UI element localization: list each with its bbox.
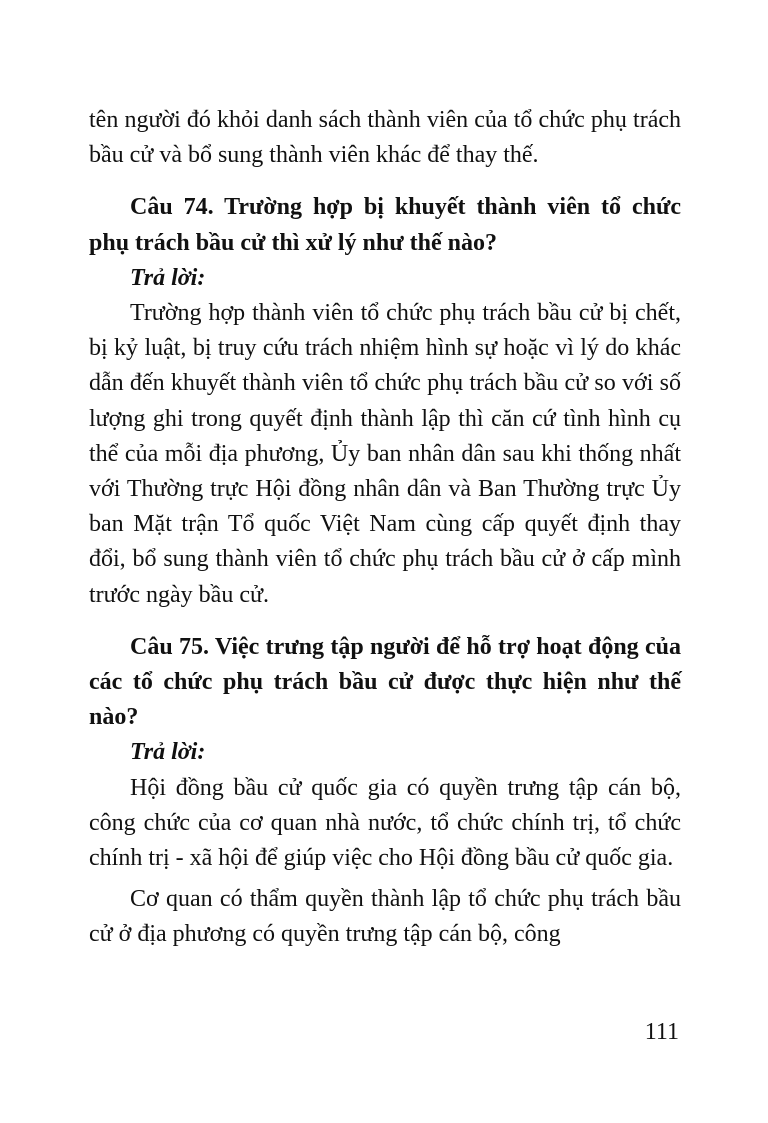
answer-74-label: Trả lời: [130,264,206,291]
answer-75-paragraph-1: Hội đồng bầu cử quốc gia có quyền trưng tập cán bộ, công chức của cơ quan nhà nước, tổ chức chính trị, tổ chức chính trị - xã hội để giúp việc cho Hội đồng bầu cử quốc gia. [89,774,681,872]
page-number: 111 [644,1019,679,1045]
question-75-heading: Câu 75. Việc trưng tập người để hỗ trợ hoạt động của các tổ chức phụ trách bầu cử được thực hiện như thế nào? [89,633,681,731]
continuation-paragraph: tên người đó khỏi danh sách thành viên của tổ chức phụ trách bầu cử và bổ sung thành viên khác để thay thế. [89,107,681,169]
question-74-heading: Câu 74. Trường hợp bị khuyết thành viên tổ chức phụ trách bầu cử thì xử lý như thế nào? [89,194,681,256]
page-content [89,103,681,953]
answer-75-paragraph-2: Cơ quan có thẩm quyền thành lập tổ chức phụ trách bầu cử ở địa phương có quyền trưng tập cán bộ, công [89,886,681,948]
answer-74-paragraph: Trường hợp thành viên tổ chức phụ trách bầu cử bị chết, bị kỷ luật, bị truy cứu trách nhiệm hình sự hoặc vì lý do khác dẫn đến khuyết thành viên tổ chức phụ trách bầu cử so với số lượng ghi trong quyết định thành lập thì căn cứ tình hình cụ thể của mỗi địa phương, Ủy ban nhân dân sau khi thống nhất với Thường trực Hội đồng nhân dân và Ban Thường trực Ủy ban Mặt trận Tổ quốc Việt Nam cùng cấp quyết định thay đổi, bổ sung thành viên tổ chức phụ trách bầu cử ở cấp mình trước ngày bầu cử. [89,300,681,608]
answer-75-label: Trả lời: [130,739,206,766]
